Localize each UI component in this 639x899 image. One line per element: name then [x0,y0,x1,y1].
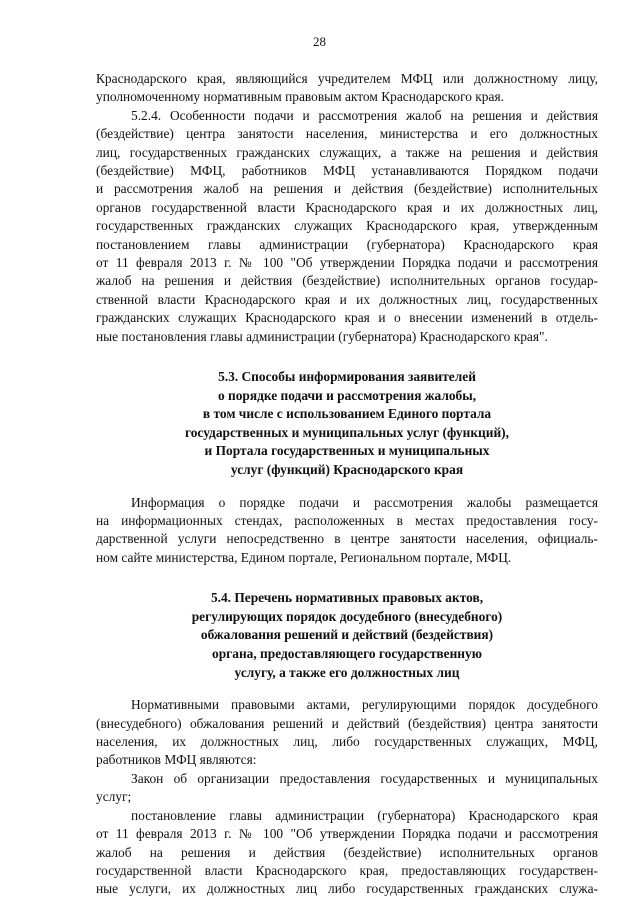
text-line: государственных гражданских служащих Краснодарского края, утвержденным [96,218,598,234]
text-line: жалоб на решения и действия (бездействие) исполнительных органов [96,844,598,860]
text-line: государственной власти Краснодарского края, предоставляющих государствен- [96,862,598,878]
clause-5-2-4 [96,107,598,346]
text-line: дарственной услуги непосредственно в центре занятости населения, официаль- [96,531,598,547]
text-line: 5.2.4. Особенности подачи и рассмотрения жалоб на решения и действия [131,107,598,123]
heading-line: 5.4. Перечень нормативных правовых актов, [210,590,484,606]
text-line: Информация о порядке подачи и рассмотрения жалобы размещается [131,494,598,510]
section-5-4-paragraph-1 [96,696,598,770]
text-line: гражданских служащих Краснодарского края и о внесении изменений в отдель- [96,310,598,326]
document-body [96,70,598,899]
text-line: (бездействие) центра занятости населения, министерства и его должностных [96,126,598,142]
heading-line: обжалования решений и действий (бездействия) [200,627,494,643]
heading-line: государственных и муниципальных услуг (функций), [184,424,509,440]
text-line: постановлением главы администрации (губернатора) Краснодарского края [96,236,598,252]
text-line: (бездействие) МФЦ, работников МФЦ устанавливаются Порядком подачи [96,163,598,179]
text-line: ном сайте министерства, Едином портале, Региональном портале, МФЦ. [96,549,512,565]
text-line: жалоб на решения и действия (бездействие) исполнительных органов государ- [96,273,598,289]
section-5-4-paragraph-2 [96,770,598,807]
text-line: Закон об организации предоставления государственных и муниципальных [131,770,598,786]
text-line: и рассмотрения жалоб на решения и действия (бездействие) исполнительных [96,181,598,197]
heading-line: и Портала государственных и муниципальных [204,443,490,459]
text-line: органов государственной власти Краснодарского края и их должностных лиц, [96,199,598,215]
section-5-3-heading [96,368,598,480]
section-5-4-heading [96,589,598,682]
text-line: ные постановления главы администрации (губернатора) Краснодарского края". [96,328,548,344]
heading-line: 5.3. Способы информирования заявителей [218,369,476,385]
text-line: населения, их должностных лиц, либо государственных служащих, МФЦ, [96,734,598,750]
text-line: (внесудебного) обжалования решений и действий (бездействия) центра занятости [96,715,598,731]
text-line: ственной власти Краснодарского края и их должностных лиц, государственных [96,291,598,307]
text-line: уполномоченному нормативным правовым актом Краснодарского края. [96,89,504,105]
text-line: лиц, государственных гражданских служащих, а также на решения и действия [96,144,598,160]
page-number: 28 [313,34,326,49]
text-line: Нормативными правовыми актами, регулирующими порядок досудебного [131,697,598,713]
text-line: работников МФЦ являются: [96,752,257,768]
text-line: от 11 февраля 2013 г. № 100 "Об утверждении Порядка подачи и рассмотрения [96,255,598,271]
intro-paragraph [96,70,598,107]
text-line: постановление главы администрации (губернатора) Краснодарского края [131,807,598,823]
section-5-4-paragraph-3 [96,807,598,899]
text-line: услуг; [96,789,132,805]
text-line: ные услуги, их должностных лиц либо государственных гражданских служа- [96,881,598,897]
text-line: на информационных стендах, расположенных в местах предоставления госу- [96,513,598,529]
section-5-3-body [96,494,598,568]
heading-line: услугу, а также его должностных лиц [234,664,460,680]
text-line: Краснодарского края, являющийся учредителем МФЦ или должностному лицу, [96,71,598,86]
text-line: от 11 февраля 2013 г. № 100 "Об утверждении Порядка подачи и рассмотрения [96,826,598,842]
heading-line: в том числе с использованием Единого портала [202,406,492,422]
heading-line: органа, предоставляющего государственную [212,646,482,662]
heading-line: о порядке подачи и рассмотрения жалобы, [217,387,477,403]
heading-line: услуг (функций) Краснодарского края [230,462,464,478]
heading-line: регулирующих порядок досудебного (внесудебного) [191,608,503,624]
